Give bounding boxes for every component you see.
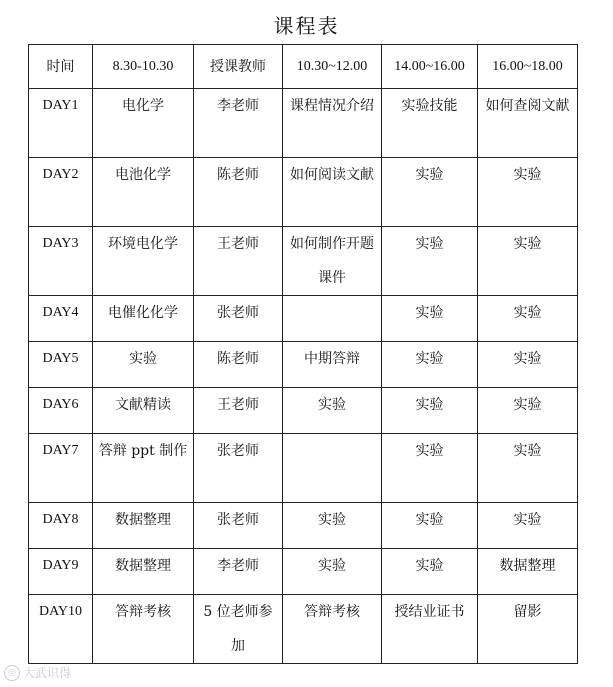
- table-cell: 实验: [382, 388, 478, 434]
- table-cell: 实验: [93, 342, 194, 388]
- column-header-slot-2: 10.30~12.00: [283, 45, 382, 89]
- table-cell: 实验: [382, 503, 478, 549]
- table-cell: 实验: [478, 434, 578, 503]
- table-cell: 实验: [478, 503, 578, 549]
- table-cell: 授结业证书: [382, 595, 478, 664]
- table-cell: 实验: [283, 503, 382, 549]
- schedule-table: [28, 44, 578, 664]
- table-cell: 实验: [382, 227, 478, 296]
- watermark: [4, 664, 71, 681]
- table-cell: 实验: [382, 434, 478, 503]
- table-row: [29, 158, 578, 227]
- day-cell: DAY3: [29, 227, 93, 296]
- table-cell: 如何制作开题课件: [283, 227, 382, 296]
- table-cell: 数据整理: [93, 549, 194, 595]
- table-cell: 张老师: [194, 434, 283, 503]
- table-cell: 实验: [382, 342, 478, 388]
- day-cell: DAY7: [29, 434, 93, 503]
- table-cell: 李老师: [194, 89, 283, 158]
- column-header-teacher: 授课教师: [194, 45, 283, 89]
- day-cell: DAY6: [29, 388, 93, 434]
- table-cell: 数据整理: [93, 503, 194, 549]
- table-cell: 答辩考核: [283, 595, 382, 664]
- column-header-time: 时间: [29, 45, 93, 89]
- table-cell: 5 位老师参加: [194, 595, 283, 664]
- table-row: [29, 227, 578, 296]
- table-cell: 王老师: [194, 227, 283, 296]
- table-cell: 答辩考核: [93, 595, 194, 664]
- table-cell: 实验: [382, 158, 478, 227]
- table-row: [29, 342, 578, 388]
- day-cell: DAY4: [29, 296, 93, 342]
- table-cell: 陈老师: [194, 342, 283, 388]
- table-cell: 文献精读: [93, 388, 194, 434]
- day-cell: DAY8: [29, 503, 93, 549]
- table-cell: [283, 296, 382, 342]
- day-cell: DAY5: [29, 342, 93, 388]
- day-cell: DAY1: [29, 89, 93, 158]
- table-cell: 电催化化学: [93, 296, 194, 342]
- day-cell: DAY10: [29, 595, 93, 664]
- column-header-slot-4: 16.00~18.00: [478, 45, 578, 89]
- table-cell: 如何阅读文献: [283, 158, 382, 227]
- day-cell: DAY9: [29, 549, 93, 595]
- table-row: [29, 549, 578, 595]
- table-cell: 实验: [478, 296, 578, 342]
- table-cell: 中期答辩: [283, 342, 382, 388]
- table-cell: 环境电化学: [93, 227, 194, 296]
- table-cell: 实验: [478, 158, 578, 227]
- table-cell: 实验: [283, 388, 382, 434]
- weibo-like-icon: ◎: [4, 665, 20, 681]
- watermark-text: 大武识得: [23, 666, 72, 680]
- table-row: [29, 595, 578, 664]
- table-cell: 张老师: [194, 296, 283, 342]
- table-row: [29, 388, 578, 434]
- table-cell: 实验: [382, 296, 478, 342]
- column-header-slot-1: 8.30-10.30: [93, 45, 194, 89]
- table-cell: 陈老师: [194, 158, 283, 227]
- table-cell: 数据整理: [478, 549, 578, 595]
- table-cell: 实验: [478, 388, 578, 434]
- table-cell: 实验: [283, 549, 382, 595]
- table-cell: 实验: [382, 549, 478, 595]
- table-cell: 李老师: [194, 549, 283, 595]
- table-row: [29, 434, 578, 503]
- table-cell: 留影: [478, 595, 578, 664]
- table-cell: [283, 434, 382, 503]
- table-cell: 课程情况介绍: [283, 89, 382, 158]
- table-cell: 如何查阅文献: [478, 89, 578, 158]
- page-title: 课程表: [273, 14, 340, 38]
- table-row: [29, 89, 578, 158]
- column-header-slot-3: 14.00~16.00: [382, 45, 478, 89]
- header-row: [29, 45, 578, 89]
- table-cell: 答辩 ppt 制作: [93, 434, 194, 503]
- table-cell: 王老师: [194, 388, 283, 434]
- table-cell: 实验技能: [382, 89, 478, 158]
- table-cell: 电化学: [93, 89, 194, 158]
- table-row: [29, 503, 578, 549]
- table-cell: 电池化学: [93, 158, 194, 227]
- table-cell: 实验: [478, 342, 578, 388]
- table-cell: 实验: [478, 227, 578, 296]
- day-cell: DAY2: [29, 158, 93, 227]
- table-row: [29, 296, 578, 342]
- table-cell: 张老师: [194, 503, 283, 549]
